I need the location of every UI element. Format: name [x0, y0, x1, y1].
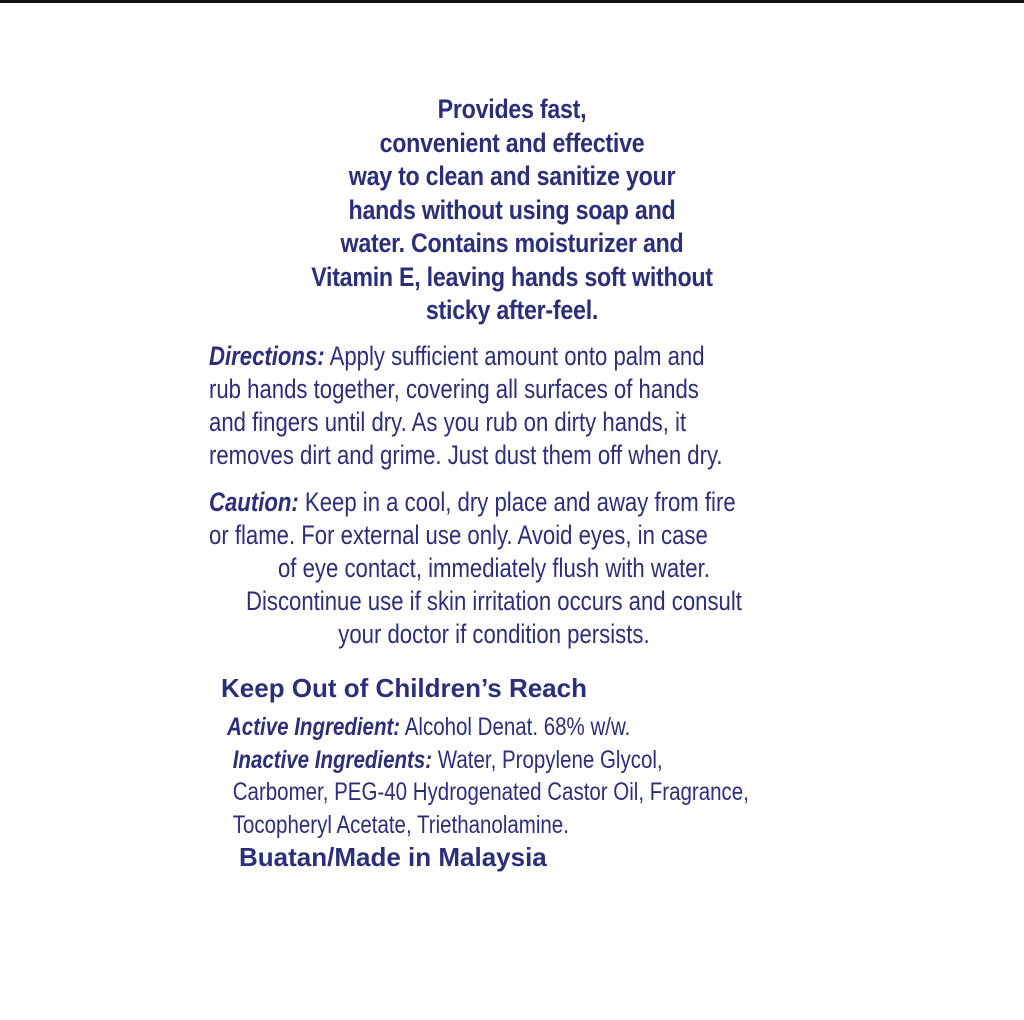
caution-line: or flame. For external use only. Avoid eyes, in case — [209, 520, 708, 550]
directions-text: Apply sufficient amount onto palm and — [324, 341, 705, 371]
directions-line — [209, 340, 723, 373]
description-line: way to clean and sanitize your — [348, 161, 676, 191]
directions-line: rub hands together, covering all surfaces of hands — [209, 374, 699, 404]
caution-section — [209, 486, 779, 651]
made-in-label: Buatan/Made in Malaysia — [239, 842, 547, 872]
caution-line — [209, 486, 779, 519]
directions-label: Directions: — [209, 341, 325, 371]
product-description — [254, 93, 770, 328]
caution-text: Keep in a cool, dry place and away from fire — [298, 487, 736, 517]
directions-line: removes dirt and grime. Just dust them off when dry. — [209, 440, 723, 470]
active-ingredient-value: Alcohol Denat. 68% w/w. — [400, 713, 631, 741]
caution-line: of eye contact, immediately flush with water. — [277, 553, 710, 583]
description-line: convenient and effective — [379, 127, 645, 158]
description-line: Vitamin E, leaving hands soft without — [311, 261, 713, 292]
description-line: Provides fast, — [437, 94, 587, 124]
keep-out-warning: Keep Out of Children’s Reach — [221, 673, 587, 703]
description-line: water. Contains moisturizer and — [340, 228, 684, 258]
inactive-ingredients-label: Inactive Ingredients: — [232, 745, 433, 774]
description-line: sticky after-feel. — [425, 295, 599, 325]
directions-section — [209, 340, 723, 472]
caution-line: your doctor if condition persists. — [338, 619, 650, 649]
inactive-ingredients-value: Water, Propylene Glycol, — [432, 745, 663, 774]
ingredients-section — [227, 711, 749, 841]
caution-label: Caution: — [209, 487, 299, 517]
inactive-ingredients-line: Tocopheryl Acetate, Triethanolamine. — [232, 810, 569, 839]
inactive-ingredients-line: Carbomer, PEG-40 Hydrogenated Castor Oil, Fragrance, — [232, 778, 749, 806]
description-line: hands without using soap and — [348, 194, 676, 225]
directions-line: and fingers until dry. As you rub on dirty hands, it — [209, 407, 687, 437]
active-ingredient-line — [227, 711, 749, 744]
inactive-ingredients-line — [227, 744, 749, 777]
active-ingredient-label: Active Ingredient: — [227, 713, 401, 741]
caution-line: Discontinue use if skin irritation occurs and consult — [245, 586, 742, 616]
